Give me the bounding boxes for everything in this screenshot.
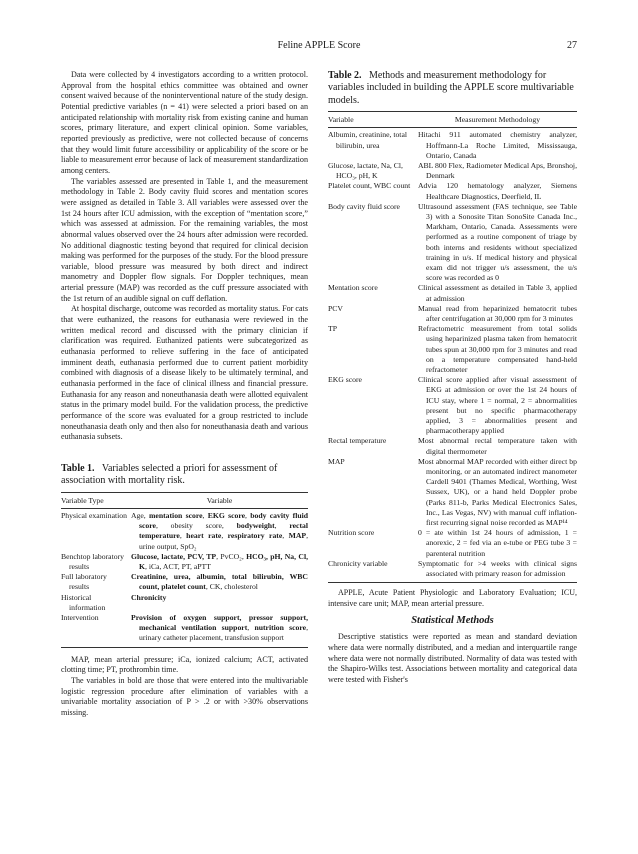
table-row xyxy=(328,181,577,201)
table-cell-method: Hitachi 911 automated chemistry analyzer, Hoffmann-La Roche Limited, Mississauga, Ontario, Canada xyxy=(418,130,577,160)
table-cell-variable-type: Benchtop laboratory results xyxy=(61,551,124,571)
table-cell-method: Clinical assessment as detailed in Table 3, applied at admission xyxy=(418,283,577,303)
table-cell-method: Symptomatic for >4 weeks with clinical signs associated with primary reason for admission xyxy=(418,558,577,579)
table-cell-variable-type: Physical examination xyxy=(61,510,127,520)
table-1-col-header: Variable xyxy=(206,495,233,505)
table-2-caption-text: Methods and measurement methodology for variables included in building the APPLE score multivariable models. xyxy=(328,70,574,106)
table-2 xyxy=(328,70,577,609)
table-1-col-header: Variable Type xyxy=(61,495,104,505)
table-cell-variables xyxy=(131,552,308,572)
table-2-footnote: APPLE, Acute Patient Physiologic and Laboratory Evaluation; ICU, intensive care unit; MAP, mean arterial pressure. xyxy=(328,588,577,608)
table-2-col-header: Variable xyxy=(328,114,354,124)
table-cell-method: Refractometric measurement from total solids using heparinized plasma taken from hematocrit tubes spun at 30,000 rpm for 3 minutes and read on a temperature compensated hand-held refractometer xyxy=(418,324,577,374)
table-row xyxy=(328,559,577,579)
body-paragraph: Descriptive statistics were reported as mean and standard deviation where data were normally distributed, and a median and interquartile range where data were not normally distributed. Normality of data was tested with the Shapiro-Wilks test. Associations between mortality and categorical data were tested with Fisher's xyxy=(328,632,577,685)
table-2-label: Table 2. xyxy=(328,70,362,81)
table-row xyxy=(328,436,577,456)
bold-variable: rectal temperature xyxy=(139,521,308,541)
variable-text: , iCa, ACT, PT, aPTT xyxy=(144,561,211,571)
table-1-body xyxy=(61,509,308,644)
bold-variable: heart rate xyxy=(186,531,222,541)
bold-variable: bodyweight xyxy=(236,521,275,531)
table-2-caption xyxy=(328,70,577,107)
table-row xyxy=(61,511,308,552)
table-row xyxy=(328,375,577,436)
table-cell-method: Most abnormal MAP recorded with either direct bp monitoring, or an automated indirect manometer Cardell 9401 (Thames Medical, Worthing, West Sussex, UK), or a hand held Doppler probe (Parks 811-b, Parks Medical Electronics Sales, Inc., Las Vegas, NV) with manual cuff inflation-first recurring signal noise recorded as MAP¹⁴ xyxy=(418,456,577,528)
table-cell-variable: Mentation score xyxy=(328,283,378,293)
table-row xyxy=(328,324,577,375)
variable-text: , xyxy=(245,510,251,520)
variable-text: , xyxy=(202,510,208,520)
table-row xyxy=(61,613,308,644)
table-cell-variable: Body cavity fluid score xyxy=(328,201,400,211)
table-cell-variable-type: Intervention xyxy=(61,613,99,622)
table-row xyxy=(328,161,577,181)
table-cell-variable: PCV xyxy=(328,303,343,313)
bold-variable: Chronicity xyxy=(131,592,167,602)
body-paragraph: The variables assessed are presented in Table 1, and the measurement methodology in Table 2. Body cavity fluid scores and mentation scores were assigned as detailed in Table 3. All variables were assessed over the 1st 24 hours after ICU admission, with the exception of “mentation score,” which was assessed at admission. For the remaining variables, the most abnormal values observed over the 24 hours after admission were recorded. No additional diagnostic testing beyond that required for clinical decision making was performed for the purposes of the study. For the blood pressure variable, blood pressure was measured by both direct and indirect manometry and Doppler flow signals. For Doppler techniques, mean arterial pressure (MAP) was recorded as the cuff pressure associated with the 1st return of an audible signal on cuff deflation. xyxy=(61,176,308,303)
table-cell-variable: Glucose, lactate, Na, Cl, HCO₃, pH, K xyxy=(328,160,403,181)
table-cell-variable-type: Historical information xyxy=(61,592,106,612)
table-row xyxy=(328,304,577,324)
page-number: 27 xyxy=(567,40,577,51)
body-paragraph: The variables in bold are those that were entered into the multivariable logistic regression procedure after elimination of variables with a univariable mortality association of P > .2 or with >30% observations missing. xyxy=(61,675,308,717)
variable-text: , CK, cholesterol xyxy=(205,582,258,592)
variable-text: Age, xyxy=(131,510,149,520)
table-row xyxy=(328,528,577,559)
table-row xyxy=(61,572,308,592)
table-cell-variable-type: Full laboratory results xyxy=(61,572,107,592)
right-column xyxy=(328,70,577,686)
table-cell-variable: Platelet count, WBC count xyxy=(328,181,411,191)
table-cell-method: 0 = ate within 1st 24 hours of admission, 1 = anorexic, 2 = fed via an e-tube or PEG tube 3 = parenteral nutrition xyxy=(418,528,577,558)
table-row xyxy=(328,130,577,161)
bold-variable: mentation score xyxy=(149,510,203,520)
bold-variable: Creatinine, urea, albumin, total bilirubin, WBC count, platelet count xyxy=(131,572,308,592)
bold-variable: body cavity fluid score xyxy=(139,510,309,531)
bold-variable: nutrition score xyxy=(254,623,307,633)
table-cell-method: Manual read from heparinized hematocrit tubes after centrifugation at 30,000 rpm for 3 minutes xyxy=(418,303,577,323)
variable-text: , xyxy=(282,531,289,541)
variable-text: , urine output, SpO₂ xyxy=(139,531,309,551)
bold-variable: EKG score xyxy=(207,510,246,520)
table-row xyxy=(328,457,577,528)
table-cell-variables xyxy=(131,593,308,613)
table-cell-variable: MAP xyxy=(328,456,345,466)
table-cell-variable: Rectal temperature xyxy=(328,436,387,446)
table-cell-method: ABL 800 Flex, Radiometer Medical Aps, Bronshoj, Denmark xyxy=(418,160,577,181)
variable-text: , xyxy=(179,531,187,541)
bold-variable: Provision of oxygen support, pressor support, mechanical ventilation support xyxy=(131,613,308,633)
bold-variable: respiratory rate xyxy=(227,531,283,541)
table-cell-variables xyxy=(131,511,308,552)
table-cell-method: Advia 120 hematology analyzer, Siemens Healthcare Diagnostics, Deerfield, IL xyxy=(418,181,577,201)
table-2-header-row xyxy=(328,112,577,127)
table-row xyxy=(328,202,577,284)
table-cell-variable: Chronicity variable xyxy=(328,558,388,568)
table-cell-variable: Nutrition score xyxy=(328,528,375,538)
table-cell-method: Most abnormal rectal temperature taken with digital thermometer xyxy=(418,436,577,456)
body-paragraph: Data were collected by 4 investigators according to a written protocol. Approval from the hospital ethics committee was obtained and owner consent waived because of the noninterventional nature of the study design. Potential predictive variables (n = 41) were selected a priori based on an anticipated relationship with mortality risk from existing canine and human scores, primary literature, and expert clinical opinion. Some variables, reported previously as predictive, were not collected because of concerns that they would limit future accessibility or applicability of the score or be liable to measurement error because of lack of measurement standardization among centers. xyxy=(61,70,308,175)
bold-variable: MAP xyxy=(288,531,307,541)
table-2-body xyxy=(328,128,577,579)
bold-variable: Glucose, lactate, PCV, TP xyxy=(131,551,217,561)
section-heading: Statistical Methods xyxy=(411,615,494,627)
variable-text: , xyxy=(274,521,290,531)
table-cell-variable: TP xyxy=(328,324,337,334)
table-row xyxy=(328,283,577,303)
left-column xyxy=(61,70,308,719)
body-paragraph: At hospital discharge, outcome was recorded as mortality status. For cats that were euthanized, the reasons for euthanasia were reviewed in the written medical record and discussed with the primary clinician if clarification was required. Euthanized patients were subcategorized as euthanasia performed to relieve suffering in the face of anticipated imminent death, euthanasia performed due to current patient morbidity combined with diagnosis of a disease likely to be ultimately terminal, and euthanasia performed in the face of clinical illness and financial pressure. Euthanasia for any reason and noneuthanasia death were allotted equivalent status in the primary model build. For the validation process, the predictive performance of the score was evaluated for a group restricted to include noneuthanasia death only and then also for noneuthanasia death and various euthanasia subsets. xyxy=(61,304,308,442)
table-1-label: Table 1. xyxy=(61,462,95,474)
variable-text: , PvCO₂, xyxy=(216,551,247,561)
variable-text: , xyxy=(247,623,255,633)
variable-text: , obesity score, xyxy=(155,521,237,531)
variable-text: , xyxy=(221,531,228,541)
table-cell-variable: EKG score xyxy=(328,375,362,385)
running-header-title: Feline APPLE Score xyxy=(277,40,361,51)
bold-variable: HCO₃, pH, Na, Cl, K xyxy=(139,551,308,571)
table-1-header-row xyxy=(61,493,308,508)
table-cell-variables xyxy=(131,613,308,644)
table-cell-variables xyxy=(131,572,308,592)
variable-text: , urinary catheter placement, transfusion support xyxy=(139,623,308,643)
table-cell-variable: Albumin, creatinine, total bilirubin, urea xyxy=(328,130,407,150)
table-cell-method: Clinical score applied after visual assessment of EKG at admission or over the 1st 24 hours of ICU stay, where 1 = normal, 2 = abnormalities present but no specific pharmacotherapy applied, 3 = abnormalities present and pharmacotherapy applied xyxy=(418,375,577,436)
table-cell-method: Ultrasound assessment (FAS technique, see Table 3) with a Sonosite Titan SonoSite Canada Inc., Markham, Ontario, Canada. Assessments were performed as a routine component of triage by both interns and residents without specialized training in u/s. If medical history and physical exam did not trigger u/s assessment, the u/s score was recorded as 0 xyxy=(418,201,577,283)
table-2-col-header: Measurement Methodology xyxy=(454,114,541,124)
table-1-footnote: MAP, mean arterial pressure; iCa, ionized calcium; ACT, activated clotting time; PT, prothrombin time. xyxy=(61,654,308,675)
table-1-caption xyxy=(61,463,308,488)
table-row xyxy=(61,593,308,613)
table-1-caption-text: Variables selected a priori for assessment of association with mortality risk. xyxy=(61,462,278,487)
table-1 xyxy=(61,463,308,719)
table-row xyxy=(61,552,308,572)
